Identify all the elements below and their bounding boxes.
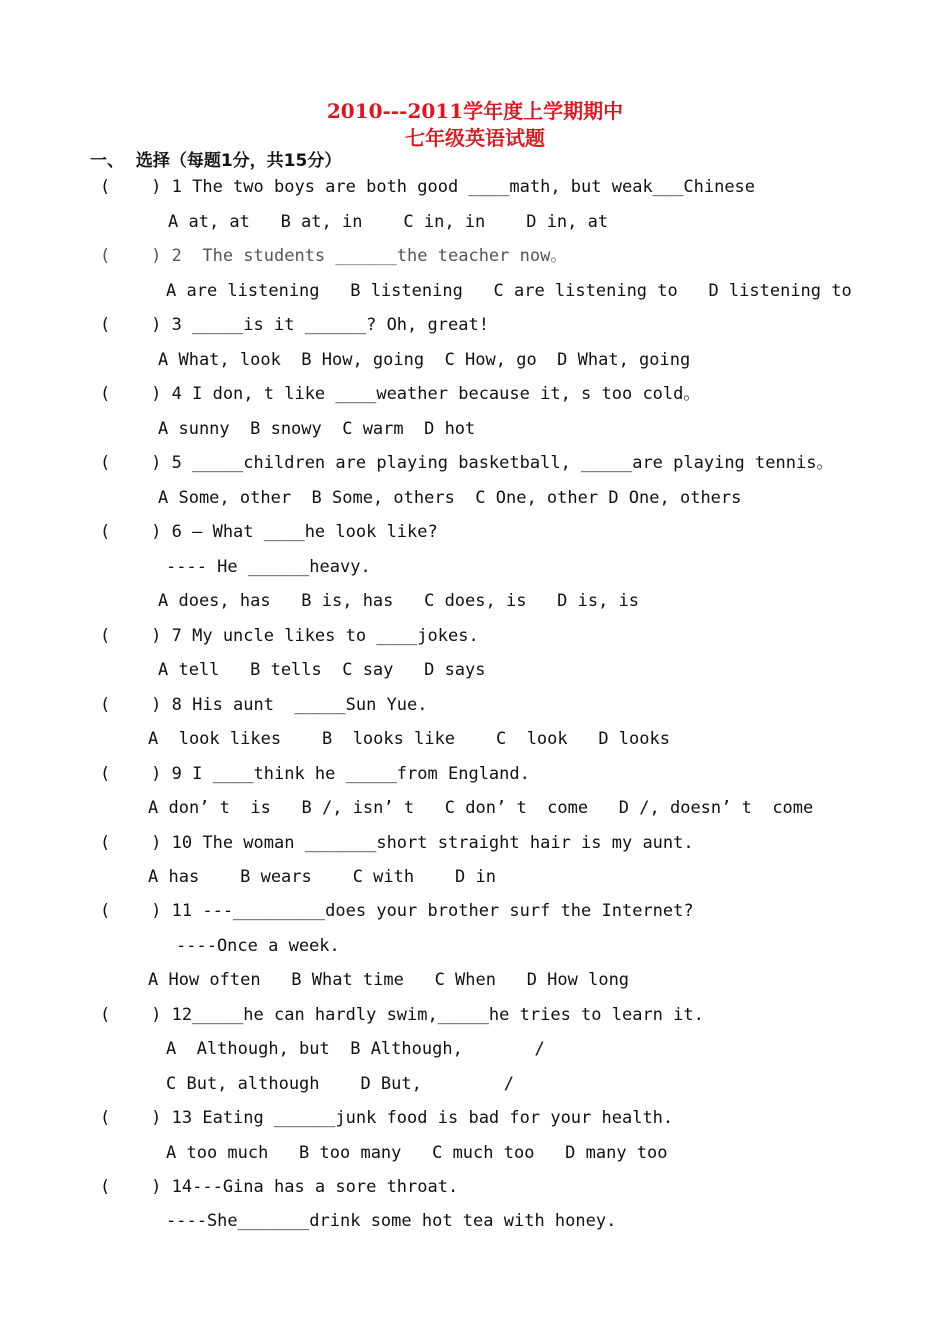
question-stem: ( ) 12_____he can hardly swim,_____he tries to learn it. xyxy=(100,1005,704,1025)
question-options: C But, although D But, / xyxy=(166,1074,514,1094)
section-heading: 一、 选择（每题1分，共15分） xyxy=(90,151,342,171)
question-stem: ( ) 1 The two boys are both good ____math, but weak___Chinese xyxy=(100,177,756,197)
question-stem: ( ) 7 My uncle likes to ____jokes. xyxy=(100,626,479,646)
question-stem: ( ) 8 His aunt _____Sun Yue. xyxy=(100,695,428,715)
question-answer-line: ----She_______drink some hot tea with honey. xyxy=(166,1211,617,1231)
question-options: A How often B What time C When D How long xyxy=(148,970,630,990)
question-options: A look likes B looks like C look D looks xyxy=(148,729,670,749)
question-options: A at, at B at, in C in, in D in, at xyxy=(168,212,609,232)
question-stem: ( ) 10 The woman _______short straight hair is my aunt. xyxy=(100,833,694,853)
question-stem: ( ) 6 — What ____he look like? xyxy=(100,522,438,542)
question-options: A does, has B is, has C does, is D is, is xyxy=(158,591,640,611)
question-options: A What, look B How, going C How, go D What, going xyxy=(158,350,691,370)
question-options: A don’ t is B /, isn’ t C don’ t come D /, doesn’ t come xyxy=(148,798,814,818)
question-stem: ( ) 14---Gina has a sore throat. xyxy=(100,1177,459,1197)
exam-title-line2: 七年级英语试题 xyxy=(405,126,545,150)
question-options: A are listening B listening C are listening to D listening to xyxy=(166,281,852,301)
question-options: A Some, other B Some, others C One, other D One, others xyxy=(158,488,742,508)
question-stem: ( ) 11 ---_________does your brother surf the Internet? xyxy=(100,901,694,921)
question-stem: ( ) 9 I ____think he _____from England. xyxy=(100,764,530,784)
question-stem: ( ) 5 _____children are playing basketball, _____are playing tennis。 xyxy=(100,453,834,473)
question-stem: ( ) 3 _____is it ______? Oh, great! xyxy=(100,315,489,335)
question-options: A sunny B snowy C warm D hot xyxy=(158,419,476,439)
question-stem: ( ) 2 The students ______the teacher now。 xyxy=(100,246,568,266)
question-options: A too much B too many C much too D many too xyxy=(166,1143,668,1163)
question-stem: ( ) 4 I don, t like ____weather because it, s too cold。 xyxy=(100,384,701,404)
question-options: A has B wears C with D in xyxy=(148,867,496,887)
question-stem: ( ) 13 Eating ______junk food is bad for your health. xyxy=(100,1108,674,1128)
question-options: A tell B tells C say D says xyxy=(158,660,486,680)
question-options: A Although, but B Although, / xyxy=(166,1039,545,1059)
question-answer-line: ---- He ______heavy. xyxy=(166,557,371,577)
exam-title-line1: 2010---2011学年度上学期期中 xyxy=(326,99,624,123)
question-answer-line: ----Once a week. xyxy=(176,936,340,956)
